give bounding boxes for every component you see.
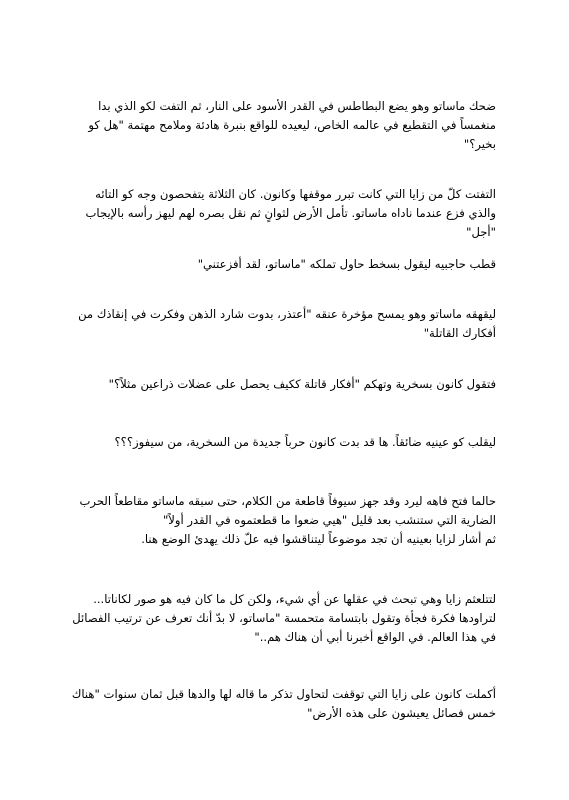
paragraph-line: لتراودها فكرة فجأة وتقول بابتسامة متحمسة "ماساتو، لا بدّ أنك تعرف عن ترتيب الفصائل bbox=[72, 611, 496, 625]
paragraph-line: فتقول كانون بسخرية وتهكم "أفكار قاتلة ككيف يحصل على عضلات ذراعين مثلاً؟" bbox=[108, 377, 496, 391]
paragraph-8 bbox=[66, 590, 496, 647]
paragraph-line: الضارية التي ستنشب بعد قليل "هيي ضعوا ما قطعتموه في القدر أولاً" bbox=[162, 513, 496, 527]
paragraph-line: ثم أشار لزايا بعينيه أن تجد موضوعاً ليتناقشوا فيه علّ ذلك يهدئ الوضع هنا. bbox=[141, 532, 496, 546]
paragraph-2 bbox=[66, 185, 496, 242]
paragraph-line: قطب حاجبيه ليقول بسخط حاول تملكه "ماساتو، لقد أفزعتني" bbox=[197, 257, 496, 271]
paragraph-line: خمس فصائل يعيشون على هذه الأرض" bbox=[307, 706, 496, 720]
paragraph-5 bbox=[66, 375, 496, 394]
paragraph-line: ضحك ماساتو وهو يضع البطاطس في القدر الأسود على النار، ثم التفت لكو الذي بدا bbox=[98, 99, 496, 113]
paragraph-4 bbox=[66, 305, 496, 343]
paragraph-line: حالما فتح فاهه ليرد وقد جهز سيوفاً قاطعة من الكلام، حتى سبقه ماساتو مقاطعاً الحرب bbox=[79, 494, 496, 508]
paragraph-6 bbox=[66, 433, 496, 452]
paragraph-line: لتتلعثم زايا وهي تبحث في عقلها عن أي شيء، ولكن كل ما كان فيه هو صور لكاناتا... bbox=[93, 592, 496, 606]
paragraph-3 bbox=[66, 255, 496, 274]
paragraph-line: التفتت كلّ من زايا التي كانت تبرر موقفها وكانون. كان الثلاثة يتفحصون وجه كو التائه bbox=[95, 187, 496, 201]
paragraph-line: أكملت كانون على زايا التي توقفت لتحاول تذكر ما قاله لها والدها قبل ثمان سنوات "هناك bbox=[71, 687, 496, 701]
paragraph-line: "أجل" bbox=[466, 225, 496, 239]
paragraph-line: ليقهقه ماساتو وهو يمسح مؤخرة عنقه "أعتذر، بدوت شارد الذهن وفكرت في إنقاذك من bbox=[78, 307, 496, 321]
paragraph-9 bbox=[66, 685, 496, 723]
paragraph-line: والذي فزع عندما ناداه ماساتو. تأمل الأرض لثوانٍ ثم نقل بصره لهم ليهز رأسه بالإيجاب bbox=[85, 206, 496, 220]
paragraph-1 bbox=[66, 97, 496, 154]
paragraph-7 bbox=[66, 492, 496, 549]
paragraph-line: بخير؟" bbox=[463, 137, 496, 151]
paragraph-line: في هذا العالم. في الواقع أخبرنا أبي أن هناك هم.." bbox=[254, 630, 496, 644]
paragraph-line: منغمساً في التقطيع في عالمه الخاص، ليعيده للواقع بنبرة هادئة وملامح مهتمة "هل كو bbox=[88, 118, 496, 132]
paragraph-line: ليقلب كو عينيه ضائقاً. ها قد بدت كانون حرباً جديدة من السخرية، من سيفوز؟؟؟ bbox=[114, 435, 496, 449]
paragraph-line: أفكارك القاتلة" bbox=[423, 326, 496, 340]
